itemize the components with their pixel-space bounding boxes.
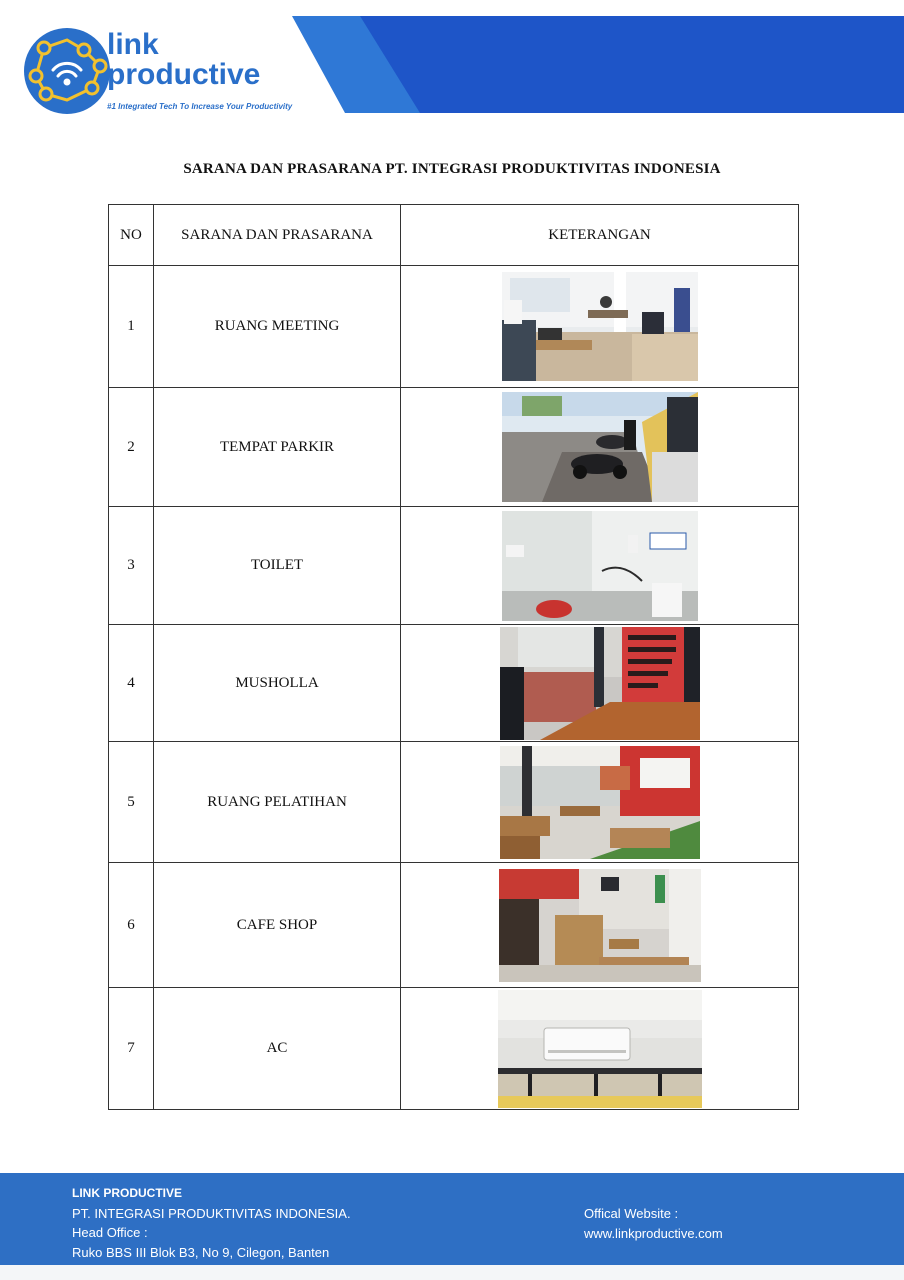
facility-name: CAFE SHOP xyxy=(154,863,401,988)
footer-website-label: Offical Website : xyxy=(584,1206,679,1221)
brand-wordmark xyxy=(107,30,260,90)
table-row xyxy=(109,988,799,1110)
row-number: 5 xyxy=(109,742,154,863)
facility-photo-cell xyxy=(401,388,799,507)
row-number: 1 xyxy=(109,266,154,388)
prayer-room-photo xyxy=(500,627,700,740)
table-row xyxy=(109,388,799,507)
bottom-strip xyxy=(0,1265,904,1280)
facility-name: MUSHOLLA xyxy=(154,625,401,742)
air-conditioner-photo xyxy=(498,990,702,1108)
link-productive-logo-icon xyxy=(22,26,112,116)
facility-name: RUANG MEETING xyxy=(154,266,401,388)
page-header xyxy=(0,0,904,125)
brand-tagline: #1 Integrated Tech To Increase Your Productivity xyxy=(107,102,293,111)
row-number: 3 xyxy=(109,507,154,625)
brand-name-line1: link xyxy=(107,28,159,61)
footer-address: Ruko BBS III Blok B3, No 9, Cilegon, Banten xyxy=(72,1244,330,1260)
footer-office-label: Head Office : xyxy=(72,1225,148,1240)
parking-photo xyxy=(502,392,698,502)
table-header-row xyxy=(109,205,799,266)
table-row xyxy=(109,266,799,388)
facility-name: AC xyxy=(154,988,401,1110)
facility-photo-cell xyxy=(401,988,799,1110)
row-number: 7 xyxy=(109,988,154,1110)
facility-photo-cell xyxy=(401,507,799,625)
facility-name: TOILET xyxy=(154,507,401,625)
facility-photo-cell xyxy=(401,863,799,988)
footer-website-link[interactable]: www.linkproductive.com xyxy=(584,1225,723,1241)
facility-photo-cell xyxy=(401,625,799,742)
footer-company-info xyxy=(72,1184,351,1262)
cafe-photo xyxy=(499,869,701,982)
table-row xyxy=(109,625,799,742)
table-row xyxy=(109,742,799,863)
facilities-table xyxy=(108,204,799,1110)
meeting-room-photo xyxy=(502,272,698,381)
toilet-photo xyxy=(502,511,698,621)
footer-website-info xyxy=(584,1204,723,1243)
page-footer xyxy=(0,1173,904,1265)
facility-name: TEMPAT PARKIR xyxy=(154,388,401,507)
row-number: 6 xyxy=(109,863,154,988)
header-description: KETERANGAN xyxy=(401,205,799,266)
facility-name: RUANG PELATIHAN xyxy=(154,742,401,863)
footer-company-full: PT. INTEGRASI PRODUKTIVITAS INDONESIA. xyxy=(72,1205,351,1221)
header-facility: SARANA DAN PRASARANA xyxy=(154,205,401,266)
footer-company-short: LINK PRODUCTIVE xyxy=(72,1186,183,1200)
header-no: NO xyxy=(109,205,154,266)
training-room-photo xyxy=(500,746,700,859)
row-number: 4 xyxy=(109,625,154,742)
row-number: 2 xyxy=(109,388,154,507)
facility-photo-cell xyxy=(401,266,799,388)
facility-photo-cell xyxy=(401,742,799,863)
table-row xyxy=(109,507,799,625)
brand-name-line2: productive xyxy=(107,58,261,91)
table-row xyxy=(109,863,799,988)
document-title: SARANA DAN PRASARANA PT. INTEGRASI PRODUKTIVITAS INDONESIA xyxy=(183,161,721,177)
